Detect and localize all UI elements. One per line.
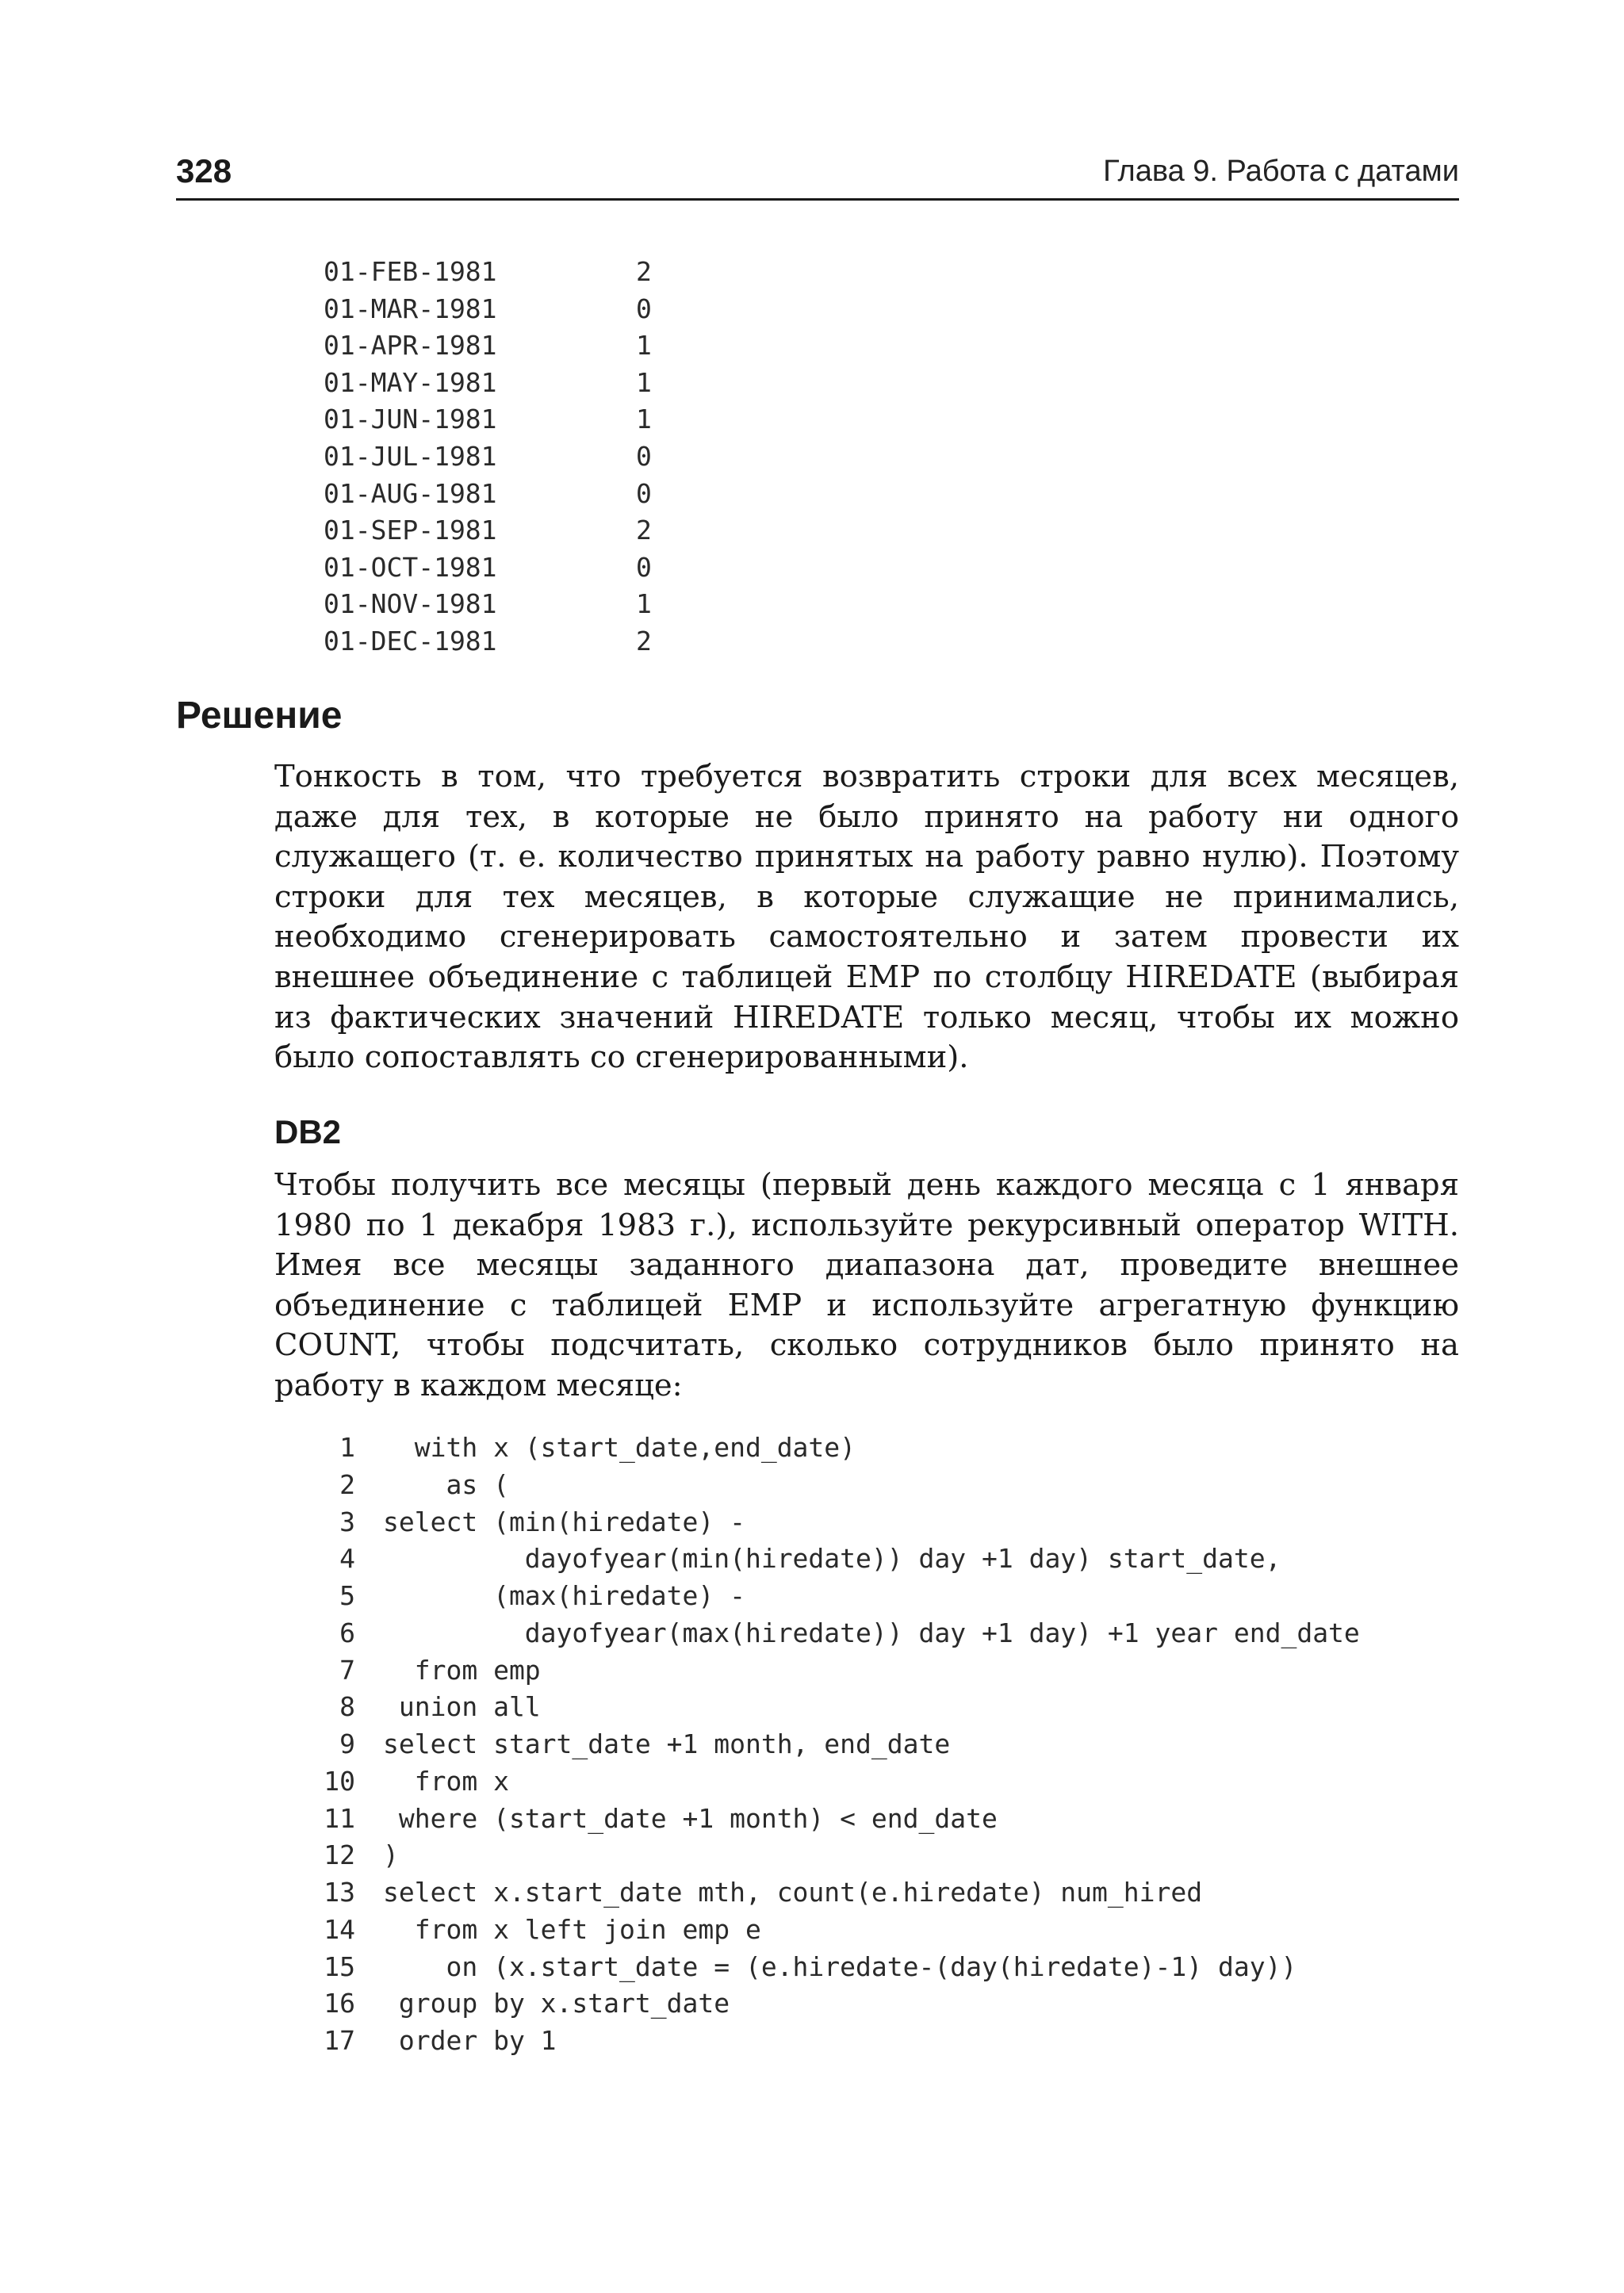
code-line bbox=[317, 1837, 1427, 1874]
code-line bbox=[317, 1726, 1427, 1763]
output-month: 01-OCT-1981 bbox=[324, 551, 497, 583]
line-number: 14 bbox=[324, 1913, 355, 1945]
output-row bbox=[324, 254, 720, 291]
line-number: 7 bbox=[339, 1654, 355, 1686]
line-code: select x.start_date mth, count(e.hiredate) num_hired bbox=[383, 1877, 1203, 1908]
line-number: 10 bbox=[324, 1765, 355, 1797]
code-line bbox=[317, 1689, 1427, 1726]
output-count: 0 bbox=[636, 551, 652, 583]
output-month: 01-JUL-1981 bbox=[324, 440, 497, 472]
line-code: select (min(hiredate) - bbox=[383, 1506, 745, 1537]
output-row bbox=[324, 512, 720, 549]
code-line bbox=[317, 1874, 1427, 1912]
code-line bbox=[317, 1949, 1427, 1986]
subsection-heading: DB2 bbox=[274, 1113, 342, 1150]
code-line bbox=[317, 1504, 1427, 1541]
code-line bbox=[317, 2023, 1427, 2060]
solution-paragraph: Тонкость в том, что требуется возвратить строки для всех месяцев, даже для тех, в которые не было принято на работу ни одного служащего (т. е. количество принятых на работу равно нулю). Поэтому строки для тех месяцев, в которые служащие не принимались, необходимо сгенерировать самостоятельно и затем провести их внешнее объединение с таблицей EMP по столбцу HIREDATE (выбирая из фактических значений HIREDATE только месяц, чтобы их можно было сопоставлять со сгенерированными). bbox=[274, 759, 1459, 1076]
line-code: group by x.start_date bbox=[383, 1988, 730, 2019]
line-code: dayofyear(min(hiredate)) day +1 day) start_date, bbox=[383, 1543, 1281, 1575]
line-number: 16 bbox=[324, 1988, 355, 2019]
line-number: 5 bbox=[339, 1580, 355, 1611]
line-number: 3 bbox=[339, 1506, 355, 1537]
code-listing bbox=[317, 1430, 1427, 2060]
code-line bbox=[317, 1763, 1427, 1801]
line-code: from emp bbox=[383, 1654, 541, 1686]
output-count: 0 bbox=[636, 477, 652, 509]
line-code: order by 1 bbox=[383, 2025, 557, 2056]
output-month: 01-SEP-1981 bbox=[324, 515, 497, 546]
db2-paragraph: Чтобы получить все месяцы (первый день каждого месяца с 1 января 1980 по 1 декабря 1983 г.), используйте рекурсивный оператор WITH. Имея все месяцы заданного диапазона дат, проведите внешнее объединение с таблицей EMP и используйте агрегатную функцию COUNT, чтобы подсчитать, сколько сотрудников было принято на работу в каждом месяце: bbox=[274, 1167, 1459, 1403]
line-code: union all bbox=[383, 1691, 541, 1723]
line-code: (max(hiredate) - bbox=[383, 1580, 745, 1611]
output-count: 2 bbox=[636, 515, 652, 546]
line-number: 12 bbox=[324, 1839, 355, 1871]
line-number: 13 bbox=[324, 1877, 355, 1908]
code-line bbox=[317, 1467, 1427, 1504]
line-code: with x (start_date,end_date) bbox=[383, 1432, 856, 1463]
line-code: from x bbox=[383, 1765, 509, 1797]
line-number: 8 bbox=[339, 1691, 355, 1723]
output-month: 01-MAY-1981 bbox=[324, 366, 497, 398]
running-title: Глава 9. Работа с датами bbox=[1103, 155, 1459, 188]
line-number: 2 bbox=[339, 1468, 355, 1500]
page-header bbox=[176, 147, 1459, 195]
code-line bbox=[317, 1985, 1427, 2023]
output-month: 01-APR-1981 bbox=[324, 330, 497, 362]
output-row bbox=[324, 327, 720, 365]
output-row bbox=[324, 476, 720, 513]
output-month: 01-AUG-1981 bbox=[324, 477, 497, 509]
output-count: 0 bbox=[636, 440, 652, 472]
output-count: 1 bbox=[636, 588, 652, 620]
line-code: dayofyear(max(hiredate)) day +1 day) +1 year end_date bbox=[383, 1617, 1360, 1648]
output-month: 01-MAR-1981 bbox=[324, 293, 497, 324]
line-number: 11 bbox=[324, 1802, 355, 1834]
output-count: 1 bbox=[636, 330, 652, 362]
output-month: 01-DEC-1981 bbox=[324, 625, 497, 657]
page-number: 328 bbox=[176, 152, 232, 189]
line-code: where (start_date +1 month) < end_date bbox=[383, 1802, 998, 1834]
line-code: select start_date +1 month, end_date bbox=[383, 1728, 951, 1759]
output-row bbox=[324, 291, 720, 328]
output-row bbox=[324, 365, 720, 402]
output-month: 01-JUN-1981 bbox=[324, 404, 497, 435]
line-number: 1 bbox=[339, 1432, 355, 1463]
line-number: 15 bbox=[324, 1950, 355, 1982]
line-code: from x left join emp e bbox=[383, 1913, 761, 1945]
line-number: 17 bbox=[324, 2025, 355, 2056]
output-month: 01-NOV-1981 bbox=[324, 588, 497, 620]
code-line bbox=[317, 1912, 1427, 1949]
code-line bbox=[317, 1578, 1427, 1615]
output-count: 0 bbox=[636, 293, 652, 324]
section-heading: Решение bbox=[176, 695, 343, 737]
output-count: 2 bbox=[636, 256, 652, 287]
output-row bbox=[324, 438, 720, 476]
code-line bbox=[317, 1615, 1427, 1652]
line-code: ) bbox=[383, 1839, 399, 1871]
code-line bbox=[317, 1430, 1427, 1467]
output-count: 1 bbox=[636, 404, 652, 435]
output-count: 1 bbox=[636, 366, 652, 398]
line-number: 6 bbox=[339, 1617, 355, 1648]
code-line bbox=[317, 1541, 1427, 1578]
code-line bbox=[317, 1652, 1427, 1690]
line-number: 9 bbox=[339, 1728, 355, 1759]
output-month: 01-FEB-1981 bbox=[324, 256, 497, 287]
output-row bbox=[324, 623, 720, 660]
line-code: on (x.start_date = (e.hiredate-(day(hiredate)-1) day)) bbox=[383, 1950, 1297, 1982]
line-code: as ( bbox=[383, 1468, 509, 1500]
output-row bbox=[324, 586, 720, 623]
code-line bbox=[317, 1801, 1427, 1838]
query-output-table bbox=[324, 254, 720, 660]
header-rule bbox=[176, 198, 1459, 201]
output-row bbox=[324, 401, 720, 438]
output-row bbox=[324, 549, 720, 587]
output-count: 2 bbox=[636, 625, 652, 657]
line-number: 4 bbox=[339, 1543, 355, 1575]
